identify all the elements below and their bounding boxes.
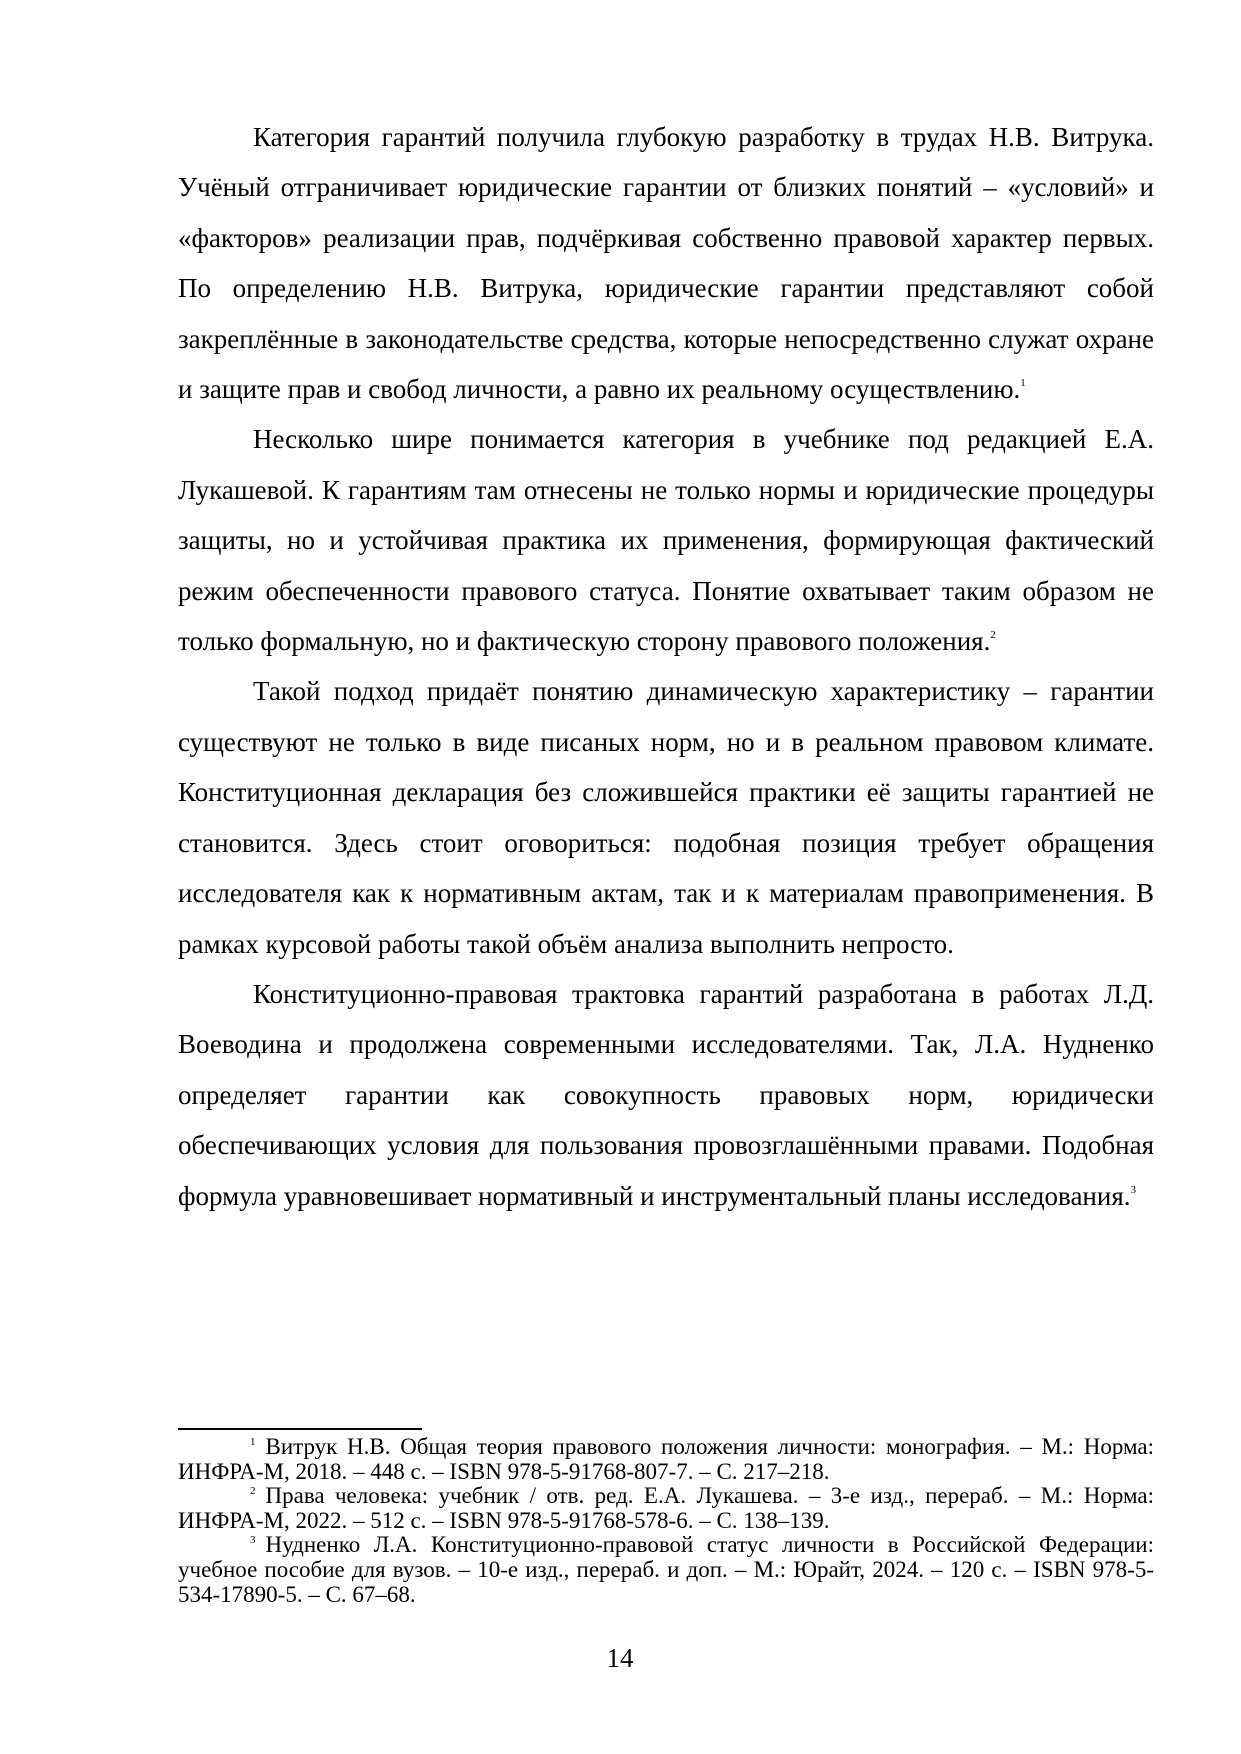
page-number: 14: [606, 1643, 634, 1673]
footnote-ref-2[interactable]: 2: [990, 629, 996, 642]
footnote-mark-1: 1: [250, 1436, 256, 1448]
footnote-1: [178, 1435, 1154, 1484]
footnote-ref-1[interactable]: 1: [1020, 377, 1026, 390]
footnotes: [178, 1435, 1154, 1607]
paragraph-4-text: Конституционно-правовая трактовка гарантий разработана в работах Л.Д. Воеводина и продолжена современными исследователями. Так, Л.А. Нудненко определяет гарантии как совокупность правовых норм, юридически обеспечивающих условия для пользования провозглашёнными правами. Подобная формула уравновешивает нормативный и инструментальный планы исследования.: [178, 978, 1154, 1211]
footnote-mark-2: 2: [250, 1485, 256, 1498]
footnote-2: [178, 1484, 1154, 1533]
paragraph-1-text: Категория гарантий получила глубокую разработку в трудах Н.В. Витрука. Учёный отграничивает юридические гарантии от близких понятий – «условий» и «факторов» реализации прав, подчёркивая собственно правовой характер первых. По определению Н.В. Витрука, юридические гарантии представляют собой закреплённые в законодательстве средства, которые непосредственно служат охране и защите прав и свобод личности, а равно их реальному осуществлению.: [178, 122, 1154, 405]
footnote-3-text: Нудненко Л.А. Конституционно-правовой статус личности в Российской Федерации: учебное пособие для вузов. – 10-е изд., перераб. и доп. – М.: Юрайт, 2024. – 120 с. – ISBN 978-5-534-17890-5. – С. 67–68.: [178, 1532, 1154, 1607]
footnote-ref-3[interactable]: 3: [1130, 1183, 1137, 1196]
paragraph-2-text: Несколько шире понимается категория в учебнике под редакцией Е.А. Лукашевой. К гарантиям там отнесены не только нормы и юридические процедуры защиты, но и устойчивая практика их применения, формирующая фактический режим обеспеченности правового статуса. Понятие охватывает таким образом не только формальную, но и фактическую сторону правового положения.: [178, 424, 1154, 657]
body-text: [178, 112, 1154, 1221]
paragraph-2: [178, 414, 1154, 666]
footnote-1-text: Витрук Н.В. Общая теория правового положения личности: монография. – М.: Норма: ИНФРА-М, 2018. – 448 с. – ISBN 978-5-91768-807-7. – С. 217–218.: [178, 1434, 1154, 1484]
paragraph-4: [178, 969, 1154, 1221]
footnote-3: [178, 1533, 1154, 1607]
paragraph-1: [178, 112, 1154, 414]
paragraph-3: [178, 666, 1154, 968]
footnote-separator: [178, 1428, 422, 1430]
paragraph-3-text: Такой подход придаёт понятию динамическую характеристику – гарантии существуют не только в виде писаных норм, но и в реальном правовом климате. Конституционная декларация без сложившейся практики её защиты гарантией не становится. Здесь стоит оговориться: подобная позиция требует обращения исследователя как к нормативным актам, так и к материалам правоприменения. В рамках курсовой работы такой объём анализа выполнить непросто.: [178, 676, 1154, 959]
footnote-2-text: Права человека: учебник / отв. ред. Е.А. Лукашева. – 3-е изд., перераб. – М.: Норма: ИНФРА-М, 2022. – 512 с. – ISBN 978-5-91768-578-6. – С. 138–139.: [178, 1483, 1154, 1533]
footnote-mark-3: 3: [250, 1534, 256, 1547]
